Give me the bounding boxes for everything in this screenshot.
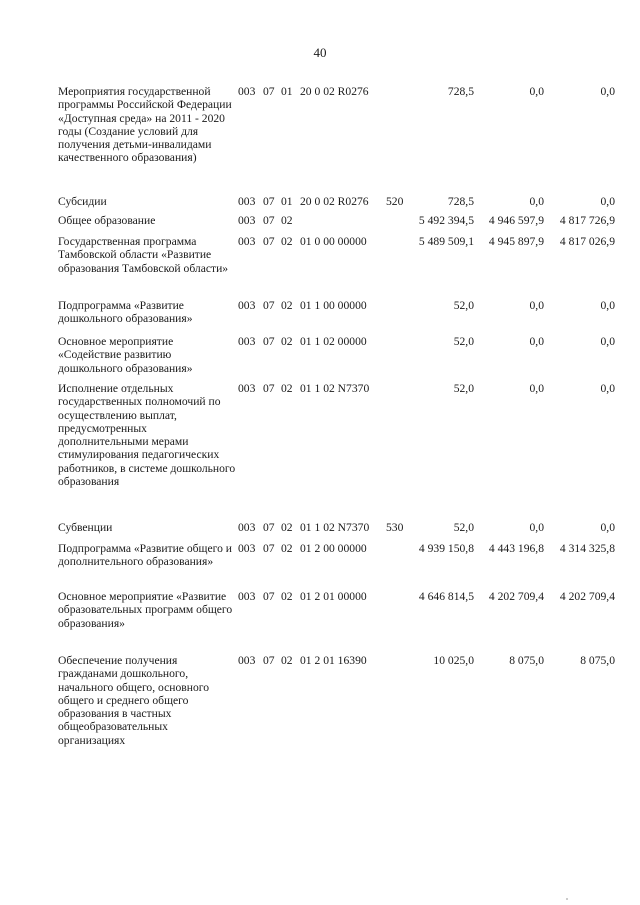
section-code: 07 [263,85,275,98]
row-name: Основное мероприятие «Развитие образовательных программ общего образования» [58,590,233,630]
amount-year-3: 4 314 325,8 [559,542,615,555]
row-name: Общее образование [58,214,156,227]
subsection-code: 02 [281,382,293,395]
row-name: Субсидии [58,195,107,208]
subsection-code: 01 [281,85,293,98]
amount-year-2: 4 443 196,8 [488,542,544,555]
row-name: Субвенции [58,521,113,534]
target-article-code: 01 2 01 00000 [300,590,367,603]
section-code: 07 [263,335,275,348]
amount-year-3: 8 075,0 [580,654,615,667]
ministry-code: 003 [238,85,256,98]
ministry-code: 003 [238,521,256,534]
section-code: 07 [263,654,275,667]
page-number: 40 [313,45,327,60]
row-name: Подпрограмма «Развитие общего и дополнительного образования» [58,542,232,569]
row-name: Обеспечение получения гражданами дошкольного, начального общего, основного общего и среднего общего образования в частных общеобразовательных организациях [58,654,210,747]
amount-year-1: 4 646 814,5 [418,590,474,603]
amount-year-1: 728,5 [447,85,474,98]
subsection-code: 02 [281,299,293,312]
amount-year-2: 4 945 897,9 [488,235,544,248]
subsection-code: 02 [281,521,293,534]
section-code: 07 [263,235,275,248]
ministry-code: 003 [238,335,256,348]
ministry-code: 003 [238,542,256,555]
amount-year-3: 4 202 709,4 [559,590,615,603]
amount-year-1: 5 489 509,1 [418,235,474,248]
amount-year-1: 52,0 [453,299,474,312]
amount-year-2: 0,0 [529,521,544,534]
ministry-code: 003 [238,654,256,667]
section-code: 07 [263,299,275,312]
ministry-code: 003 [238,235,256,248]
subsection-code: 02 [281,542,293,555]
amount-year-1: 52,0 [453,335,474,348]
amount-year-2: 0,0 [529,382,544,395]
amount-year-3: 4 817 026,9 [559,235,615,248]
amount-year-2: 0,0 [529,335,544,348]
amount-year-2: 0,0 [529,299,544,312]
amount-year-3: 0,0 [600,521,615,534]
expense-type-code: 530 [386,521,404,534]
amount-year-3: 0,0 [600,382,615,395]
amount-year-2: 4 202 709,4 [488,590,544,603]
ministry-code: 003 [238,195,256,208]
amount-year-2: 0,0 [529,85,544,98]
section-code: 07 [263,382,275,395]
amount-year-3: 0,0 [600,195,615,208]
ministry-code: 003 [238,382,256,395]
section-code: 07 [263,521,275,534]
target-article-code: 20 0 02 R0276 [300,85,369,98]
target-article-code: 01 0 00 00000 [300,235,367,248]
section-code: 07 [263,542,275,555]
target-article-code: 01 2 00 00000 [300,542,367,555]
row-name: Мероприятия государственной программы Российской Федерации «Доступная среда» на 2011 - 2020 годы (Создание условий для получения детьми-инвалидами качественного образования) [58,85,232,165]
amount-year-3: 0,0 [600,299,615,312]
subsection-code: 01 [281,195,293,208]
scan-speck [566,898,568,900]
target-article-code: 01 1 00 00000 [300,299,367,312]
row-name: Исполнение отдельных государственных полномочий по осуществлению выплат, предусмотренных дополнительными мерами стимулирования педагогических работников, в системе дошкольного образования [58,382,236,489]
subsection-code: 02 [281,590,293,603]
amount-year-3: 0,0 [600,85,615,98]
section-code: 07 [263,195,275,208]
expense-type-code: 520 [386,195,404,208]
target-article-code: 20 0 02 R0276 [300,195,369,208]
row-name: Государственная программа Тамбовской области «Развитие образования Тамбовской области» [58,235,229,275]
amount-year-3: 0,0 [600,335,615,348]
amount-year-1: 5 492 394,5 [418,214,474,227]
amount-year-2: 8 075,0 [509,654,544,667]
amount-year-1: 728,5 [447,195,474,208]
subsection-code: 02 [281,214,293,227]
target-article-code: 01 1 02 N7370 [300,382,370,395]
amount-year-1: 52,0 [453,382,474,395]
ministry-code: 003 [238,590,256,603]
section-code: 07 [263,214,275,227]
subsection-code: 02 [281,335,293,348]
target-article-code: 01 1 02 00000 [300,335,367,348]
amount-year-3: 4 817 726,9 [559,214,615,227]
subsection-code: 02 [281,235,293,248]
target-article-code: 01 1 02 N7370 [300,521,370,534]
amount-year-1: 4 939 150,8 [418,542,474,555]
row-name: Основное мероприятие «Содействие развитию дошкольного образования» [58,335,193,375]
target-article-code: 01 2 01 16390 [300,654,367,667]
ministry-code: 003 [238,299,256,312]
ministry-code: 003 [238,214,256,227]
section-code: 07 [263,590,275,603]
amount-year-2: 4 946 597,9 [488,214,544,227]
amount-year-2: 0,0 [529,195,544,208]
amount-year-1: 10 025,0 [433,654,474,667]
row-name: Подпрограмма «Развитие дошкольного образования» [58,299,193,326]
subsection-code: 02 [281,654,293,667]
amount-year-1: 52,0 [453,521,474,534]
